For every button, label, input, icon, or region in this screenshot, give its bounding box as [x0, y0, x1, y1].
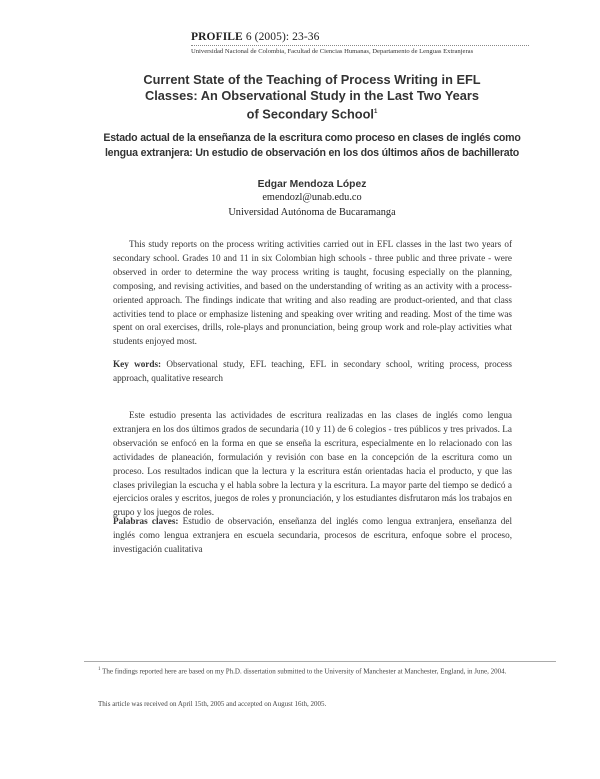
- header-divider: [191, 45, 529, 46]
- journal-header: [191, 31, 536, 55]
- title-en-line: Classes: An Observational Study in the Last Two Years: [144, 88, 479, 103]
- footnote-text: The findings reported here are based on my Ph.D. dissertation submitted to the University of Manchester at Manchester, England, in June, 2004.: [102, 667, 507, 676]
- palabras-claves-label: Palabras claves:: [113, 516, 179, 526]
- title-english: [98, 72, 526, 122]
- author-affiliation: Universidad Autónoma de Bucaramanga: [228, 207, 396, 218]
- footnote: [84, 664, 534, 677]
- keywords-text: Observational study, EFL teaching, EFL in secondary school, writing process, process approach, qualitative research: [113, 359, 512, 383]
- keywords-english: [113, 358, 512, 386]
- author-name: Edgar Mendoza López: [257, 179, 367, 190]
- author-block: [110, 179, 514, 220]
- received-date-note: This article was received on April 15th, 2005 and accepted on August 16th, 2005.: [98, 700, 327, 708]
- university-line: Universidad Nacional de Colombia, Facultad de Ciencias Humanas, Departamento de Lenguas Extranjeras: [191, 48, 474, 55]
- title-spanish: [80, 131, 544, 161]
- author-email[interactable]: emendozl@unab.edu.co: [262, 192, 362, 203]
- footnote-number: 1: [98, 667, 101, 672]
- palabras-claves-text: Estudio de observación, enseñanza del inglés como lengua extranjera, enseñanza del inglés como lengua extranjera en escuela secundaria, procesos de escritura, enfoque sobre el proceso, investigación cualitativa: [113, 516, 512, 554]
- keywords-label: Key words:: [113, 359, 162, 369]
- footnote-divider: [84, 661, 556, 662]
- title-es-line: Estado actual de la enseñanza de la escritura como proceso en clases de inglés como: [103, 132, 521, 144]
- journal-issue: 6 (2005): 23-36: [245, 31, 320, 43]
- journal-citation: [191, 31, 536, 43]
- abstract-english: This study reports on the process writing activities carried out in EFL classes in the last two years of secondary school. Grades 10 and 11 in six Colombian high schools - three public and three private - were observed in order to determine the way process writing is taught, focusing especially on the planning, composing, and revising activities, and based on the understanding of writing as an activity with a process-oriented approach. The findings indicate that writing and also reading are product-oriented, and that class activities tend to place or emphasize listening and speaking over writing and reading. Most of the time was spent on oral exercises, drills, role-plays and pronunciation, being group work and role-play activities what students enjoyed most.: [113, 239, 512, 347]
- keywords-spanish: [113, 515, 512, 557]
- footnote-marker[interactable]: 1: [373, 109, 378, 115]
- title-en-line: Current State of the Teaching of Process Writing in EFL: [143, 72, 481, 87]
- abstract-spanish: Este estudio presenta las actividades de escritura realizadas en las clases de inglés como lengua extranjera en los dos últimos grados de secundaria (10 y 11) de 6 colegios - tres públicos y tres privados. La observación se enfocó en la forma en que se enseña la escritura, especialmente en lo relacionado con las actividades de planeación, formulación y revisión con base en la concepción de la escritura como un proceso. Los resultados indican que la lectura y la escritura están orientadas hacia el producto, y que las clases privilegian la escucha y el habla sobre la lectura y la escritura. La mayor parte del tiempo se dedicó a ejercicios orales y escritos, juegos de roles y pronunciación, y los estudiantes disfrutaron más los trabajos en grupo y los juegos de roles.: [113, 410, 512, 518]
- title-en-line: of Secondary School$^1$: [246, 106, 378, 122]
- title-es-line: lengua extranjera: Un estudio de observación en los dos últimos años de bachillerato: [104, 147, 520, 159]
- journal-name: PROFILE: [191, 31, 243, 43]
